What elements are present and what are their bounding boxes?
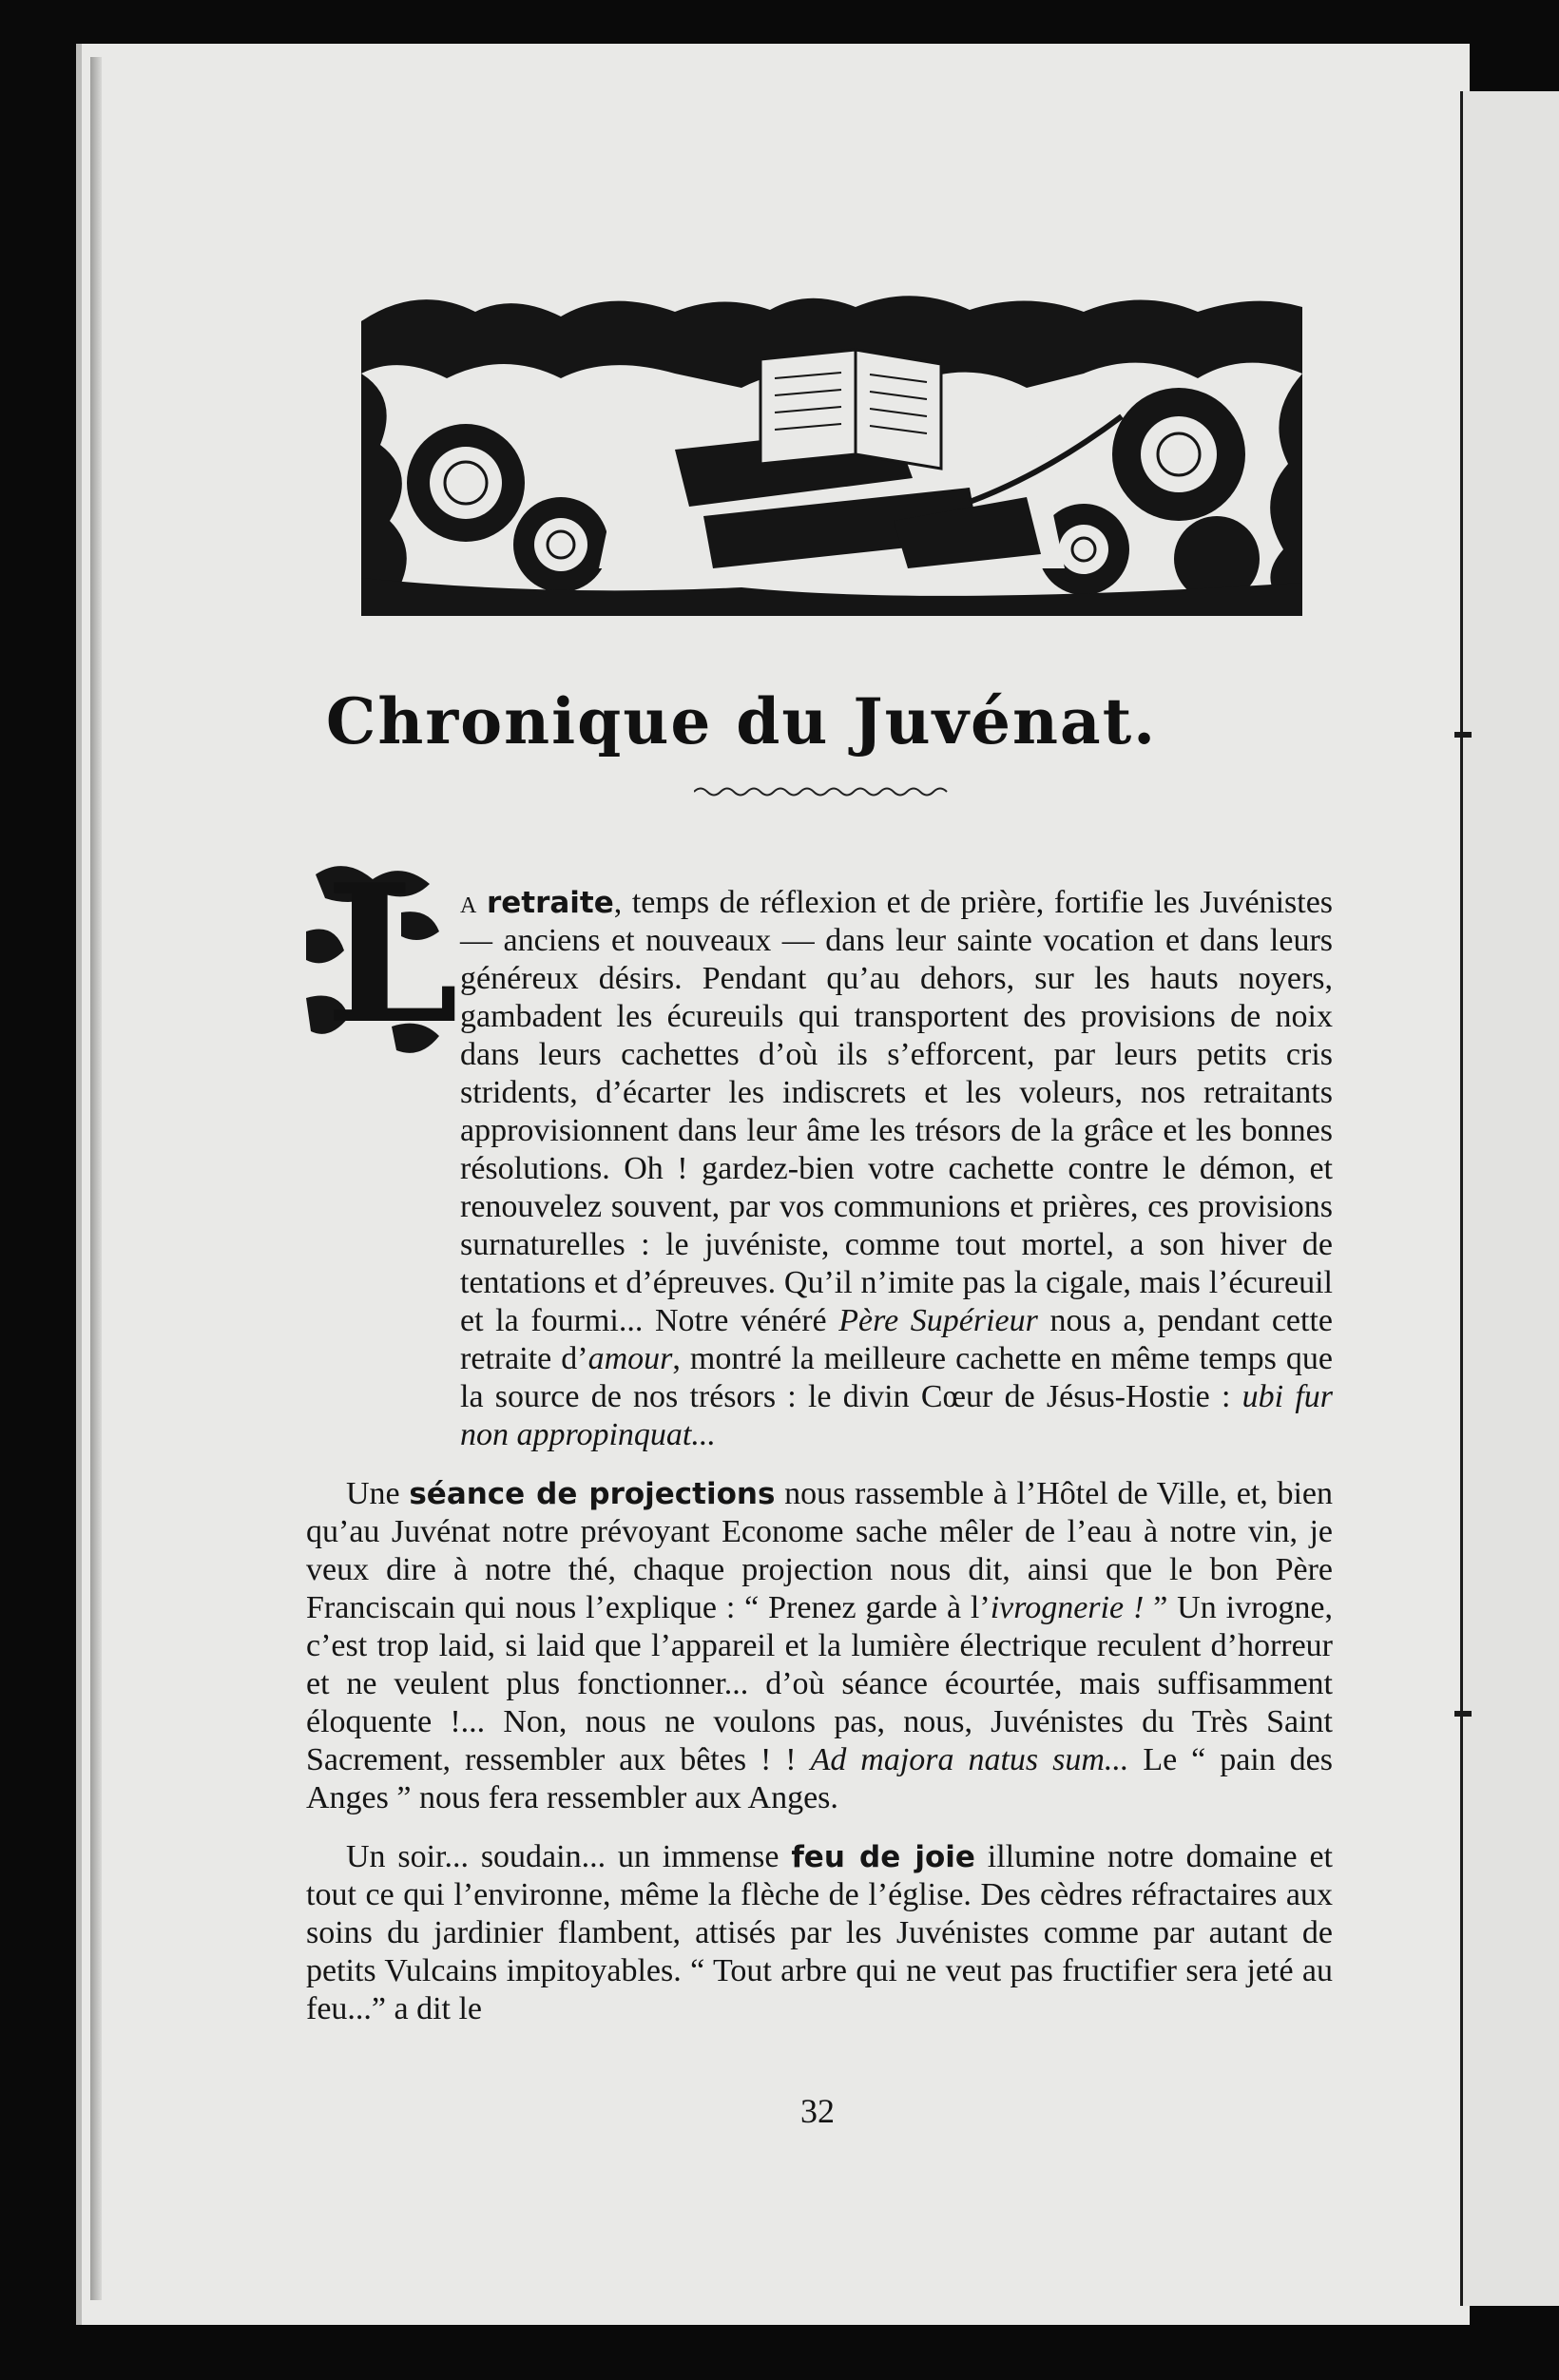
paragraph-text: Un soir... soudain... un immense bbox=[346, 1839, 792, 1874]
paragraph-text: Le “ pain des Anges ” nous fera ressembler aux Anges. bbox=[306, 1742, 1334, 1815]
paragraph-retraite bbox=[306, 884, 1333, 1454]
paragraph-text: illumine notre domaine et tout ce qui l’environne, même la flèche de l’église. Des cèdres réfractaires aux soins du jardinier flambent, attisés par les Juvénistes comme par autant de petits Vulcains impitoyables. “ Tout arbre qui ne veut pas fructifier sera jeté au feu...” a dit le bbox=[306, 1839, 1333, 2026]
paragraph-text: , temps de réflexion et de prière, fortifie les Juvénistes — anciens et nouveaux — dans leur sainte vocation et dans leurs généreux désirs. Pendant qu’au dehors, sur les hauts noyers, gambadent les écureuils qui transportent des provisions de noix dans leurs cachettes d’où ils s’efforcent, par leurs petits cris stridents, d’écarter les indiscrets et les voleurs, nos retraitants approvisionnent dans leur âme les trésors de la grâce et les bonnes résolutions. Oh ! gardez-bien votre cachette contre le démon, et renouvelez souvent, par vos communions et prières, ces provisions surnaturelles : le juvéniste, comme tout mortel, a son hiver de tentations et d’épreuves. Qu’il n’imite pas la cigale, mais l’écureuil et la fourmi... Notre vénéré bbox=[460, 885, 1334, 1338]
paragraph-projections bbox=[306, 1475, 1333, 1817]
keyword-feu-de-joie: feu de joie bbox=[791, 1840, 975, 1874]
paragraph-text: ” Un ivrogne, c’est trop laid, si laid que l’appareil et la lumière électrique reculent d’horreur et ne veulent plus fonctionner... d’où séance écourtée, mais suffisamment éloquente !... Non, nous ne voulons pas, nous, Juvénistes du Très Saint Sacrement, ressembler aux bêtes ! ! bbox=[306, 1590, 1333, 1777]
article-body bbox=[306, 884, 1333, 2028]
facing-page-edge bbox=[1460, 91, 1559, 2306]
paragraph-text: nous rassemble à l’Hôtel de Ville, et, bien qu’au Juvénat notre prévoyant Econome sache mêler de l’eau à notre vin, je veux dire à notre thé, chaque projection nous dit, ainsi que le bon Père Franciscain qui nous l’explique : “ Prenez garde à l’ bbox=[306, 1476, 1334, 1625]
keyword-retraite: retraite bbox=[486, 886, 614, 920]
paragraph-text: , montré la meilleure cachette en même temps que la source de nos trésors : le divin Cœur de Jésus-Hostie : bbox=[460, 1341, 1334, 1414]
paragraph-text: Une bbox=[346, 1476, 410, 1511]
paragraph-text: nous a, pendant cette retraite d’ bbox=[460, 1303, 1333, 1376]
smallcaps-text: a bbox=[460, 885, 477, 920]
italic-text: Père Supérieur bbox=[838, 1303, 1038, 1338]
paragraph-feu-de-joie bbox=[306, 1838, 1333, 2028]
binding-stitch bbox=[1454, 1711, 1472, 1717]
page-number: 32 bbox=[800, 2092, 835, 2130]
italic-text: ivrognerie ! bbox=[990, 1590, 1145, 1625]
page-gutter-shadow bbox=[90, 57, 102, 2300]
italic-latin-quote: ubi fur non appropinquat... bbox=[460, 1379, 1333, 1452]
title-wavy-rule bbox=[694, 785, 951, 798]
italic-latin-quote: Ad majora natus sum... bbox=[810, 1742, 1129, 1777]
italic-text: amour bbox=[587, 1341, 673, 1376]
page-title: Chronique du Juvénat. bbox=[325, 684, 1158, 758]
decorative-vignette-illustration bbox=[361, 283, 1302, 616]
keyword-projections: séance de projections bbox=[409, 1477, 776, 1511]
dropcap-letter: L bbox=[325, 843, 459, 1066]
